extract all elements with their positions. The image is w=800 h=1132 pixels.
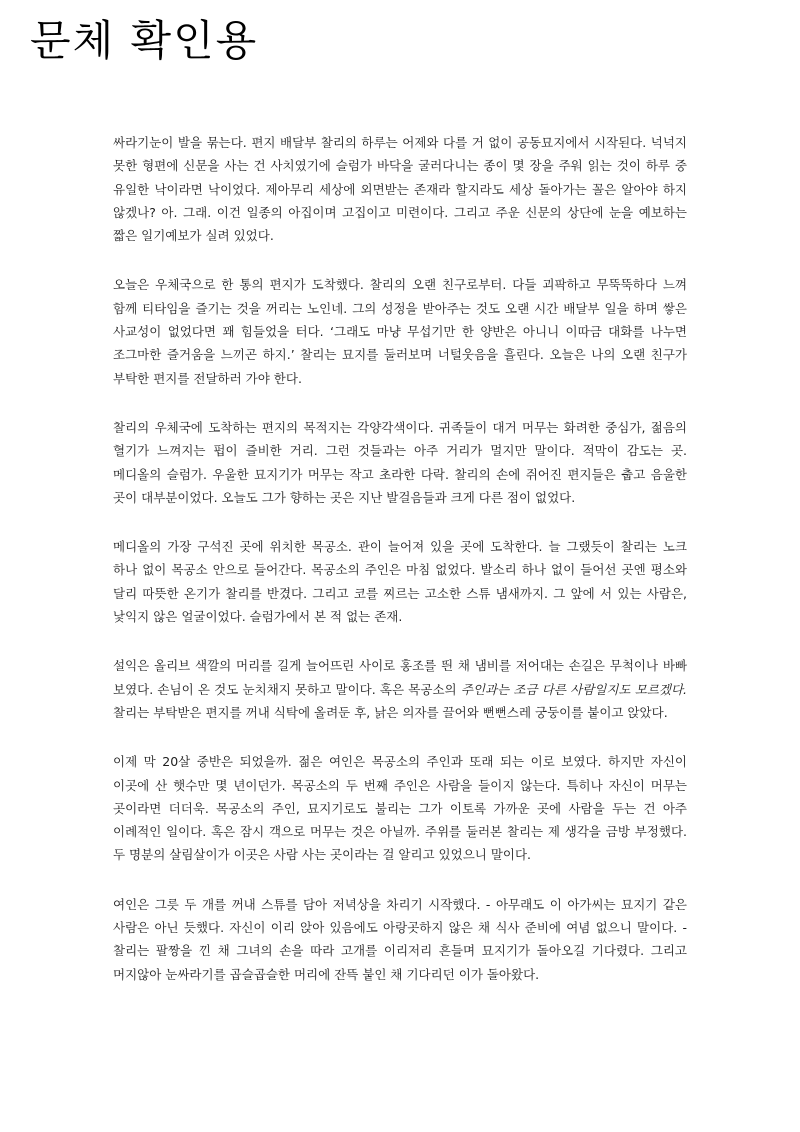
text-run: 여인은 그릇 두 개를 꺼내 스튜를 담아 저녁상을 차리기 시작했다. - 아무래도 이 아가씨는 묘지기 같은 사람은 아닌 듯했다. 자신이 이리 앉아 있음에도 아랑곳하지 않은 채 식사 준비에 여념 없으니 말이다. - 찰리는 팔짱을 낀 채 그녀의 손을 따라 고개를 이리저리 흔들며 묘지기가 돌아오길 기다렸다. 그리고 머지않아 눈싸라기를 곱슬곱슬한 머리에 잔뜩 붙인 채 기다리던 이가 돌아왔다. (113, 896, 687, 982)
paragraph-4 (113, 535, 687, 628)
text-run: 이제 막 20살 중반은 되었을까. 젊은 여인은 목공소의 주인과 또래 되는 이로 보였다. 하지만 자신이 이곳에 산 햇수만 몇 년이던가. 목공소의 두 번째 주인은 사람을 들이지 않는다. 특히나 자신이 머무는 곳이라면 더더욱. 목공소의 주인, 묘지기로도 불리는 그가 이토록 가까운 곳에 사람을 두는 건 아주 이례적인 일이다. 혹은 잠시 객으로 머무는 것은 아닐까. 주위를 둘러본 찰리는 제 생각을 금방 부정했다. 두 명분의 살림살이가 이곳은 사람 사는 곳이라는 걸 알리고 있었으니 말이다. (113, 754, 687, 863)
text-run: 설익은 올리브 색깔의 머리를 길게 늘어뜨린 사이로 홍조를 띈 채 냄비를 저어대는 손길은 무척이나 바빠 보였다. 손님이 온 것도 눈치채지 못하고 말이다. 혹은 목공소의 (113, 658, 687, 697)
paragraph-2 (113, 273, 687, 389)
paragraph-5 (113, 654, 687, 724)
document-body (113, 131, 687, 1012)
paragraph-3 (113, 416, 687, 509)
text-run: 메디올의 가장 구석진 곳에 위치한 목공소. 관이 늘어져 있을 곳에 도착한다. 늘 그랬듯이 찰리는 노크 하나 없이 목공소 안으로 들어간다. 목공소의 주인은 마침 없었다. 발소리 하나 없이 들어선 곳엔 평소와 달리 따뜻한 온기가 찰리를 반겼다. 그리고 코를 찌르는 고소한 스튜 냄새까지. 그 앞에 서 있는 사람은, 낯익지 않은 얼굴이었다. 슬럼가에서 본 적 없는 존재. (113, 539, 687, 625)
text-run: 찰리는 부탁받은 편지를 꺼내 식탁에 올려둔 후, 낡은 의자를 끌어와 뻔뻔스레 궁둥이를 붙이고 앉았다. (113, 704, 668, 720)
paragraph-1 (113, 131, 687, 247)
paragraph-6 (113, 750, 687, 866)
text-run: 찰리의 우체국에 도착하는 편지의 목적지는 각양각색이다. 귀족들이 대거 머무는 화려한 중심가, 젊음의 혈기가 느껴지는 펍이 즐비한 거리. 그런 것들과는 아주 거리가 멀지만 말이다. 적막이 감도는 곳. 메디올의 슬럼가. 우울한 묘지기가 머무는 작고 초라한 다락. 찰리의 손에 쥐어진 편지들은 춥고 음울한 곳이 대부분이었다. 오늘도 그가 향하는 곳은 지난 발걸음들과 크게 다른 점이 없었다. (113, 419, 687, 505)
text-run: 오늘은 우체국으로 한 통의 편지가 도착했다. 찰리의 오랜 친구로부터. 다들 괴팍하고 무뚝뚝하다 느껴 함께 티타임을 즐기는 것을 꺼리는 노인네. 그의 성정을 받아주는 것도 오랜 시간 배달부 일을 하며 쌓은 사교성이 없었다면 꽤 힘들었을 터다. ‘그래도 마냥 무섭기만 한 양반은 아니니 이따금 대화를 나누면 조그마한 즐거움을 느끼곤 하지.’ 찰리는 묘지를 둘러보며 너털웃음을 흘린다. 오늘은 나의 오랜 친구가 부탁한 편지를 전달하러 가야 한다. (113, 277, 687, 386)
italic-text-run: 주인과는 조금 다른 사람일지도 모르겠다. (460, 681, 687, 697)
page-title: 문체 확인용 (30, 16, 259, 65)
paragraph-7 (113, 893, 687, 986)
text-run: 싸라기눈이 발을 묶는다. 편지 배달부 찰리의 하루는 어제와 다를 거 없이 공동묘지에서 시작된다. 넉넉지 못한 형편에 신문을 사는 건 사치였기에 슬럼가 바닥을 굴러다니는 종이 몇 장을 주워 읽는 것이 하루 중 유일한 낙이라면 낙이었다. 제아무리 세상에 외면받는 존재라 할지라도 세상 돌아가는 꼴은 알아야 하지 않겠나? 아. 그래. 이건 일종의 아집이며 고집이고 미련이다. 그리고 주운 신문의 상단에 눈을 예보하는 짧은 일기예보가 실려 있었다. (113, 135, 687, 244)
